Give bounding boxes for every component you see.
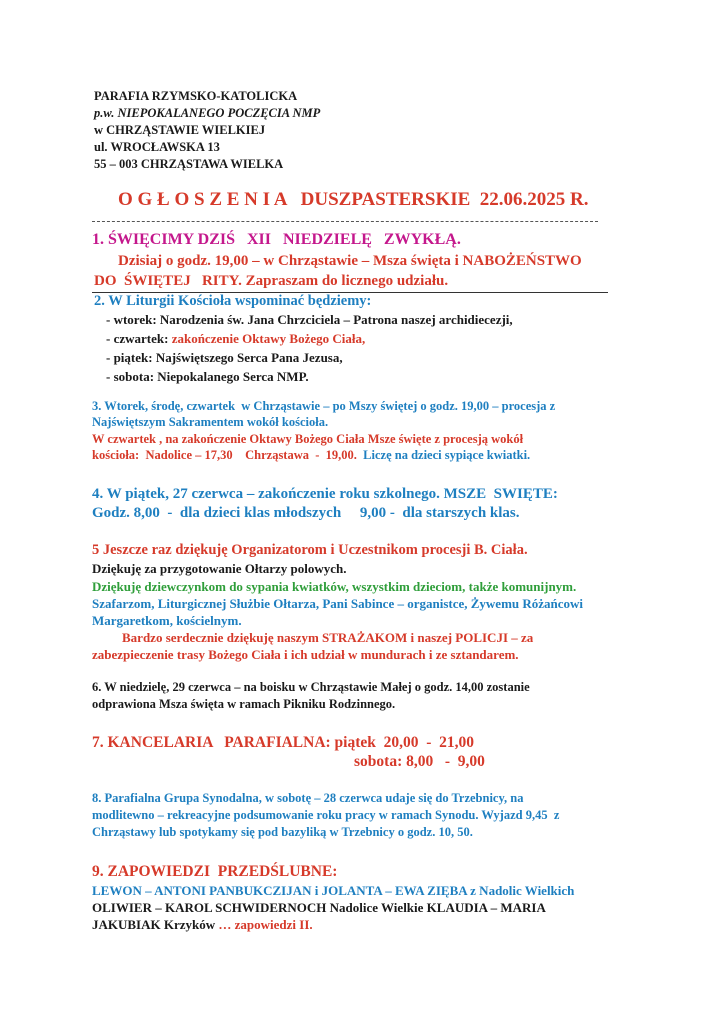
- section-4-line-2: Godz. 8,00 - dla dzieci klas młodszych 9,00 - dla starszych klas.: [92, 505, 520, 521]
- header-line-2: p.w. NIEPOKALANEGO POCZĘCIA NMP: [94, 106, 321, 120]
- section-9-line-3-note: … zapowiedzi II.: [218, 917, 313, 932]
- section-2-heading: 2. W Liturgii Kościoła wspominać będziemy:: [94, 293, 372, 309]
- section-5-line-5: Bardzo serdecznie dziękuję naszym STRAŻAKOM i naszej POLICJI – za: [122, 630, 534, 645]
- section-9-line-3-name: JAKUBIAK Krzyków: [92, 917, 219, 932]
- section-3-line-4: [92, 448, 530, 463]
- section-5-line-4: Margaretkom, kościelnym.: [92, 613, 242, 628]
- header-line-5: 55 – 003 CHRZĄSTAWA WIELKA: [94, 157, 284, 171]
- section-2-line-2: [106, 331, 365, 347]
- section-3-line-2: Najświętszym Sakramentem wokół kościoła.: [92, 415, 329, 429]
- section-6-line-1: 6. W niedzielę, 29 czerwca – na boisku w Chrząstawie Małej o godz. 14,00 zostanie: [92, 680, 530, 694]
- section-2-line-1: - wtorek: Narodzenia św. Jana Chrzciciela – Patrona naszej archidiecezji,: [106, 312, 513, 327]
- section-7-line-2: sobota: 8,00 - 9,00: [354, 753, 485, 770]
- section-5-line-6: zabezpieczenie trasy Bożego Ciała i ich udział w mundurach i ze sztandarem.: [92, 647, 519, 662]
- section-6-line-2: odprawiona Msza święta w ramach Pikniku Rodzinnego.: [92, 697, 396, 711]
- section-5-heading: 5 Jeszcze raz dziękuję Organizatorom i Uczestnikom procesji B. Ciała.: [92, 542, 528, 558]
- section-3-line-4-times: kościoła: Nadolice – 17,30 Chrząstawa - 19,00.: [92, 448, 364, 462]
- section-9-line-1: LEWON – ANTONI PANBUKCZIJAN i JOLANTA – EWA ZIĘBA z Nadolic Wielkich: [92, 883, 575, 898]
- section-2-line-2-highlight: zakończenie Oktawy Bożego Ciała,: [171, 331, 366, 346]
- header-line-4: ul. WROCŁAWSKA 13: [94, 140, 220, 154]
- section-8-line-3: Chrząstawy lub spotykamy się pod bazyliką w Trzebnicy o godz. 10, 50.: [92, 825, 473, 839]
- section-2-line-2-prefix: - czwartek:: [106, 331, 172, 346]
- section-9-heading: 9. ZAPOWIEDZI PRZEDŚLUBNE:: [92, 863, 338, 880]
- section-7-line-1: 7. KANCELARIA PARAFIALNA: piątek 20,00 - 21,00: [92, 734, 475, 751]
- title-divider: [92, 221, 598, 222]
- section-1-line-1: Dzisiaj o godz. 19,00 – w Chrząstawie – Msza święta i NABOŻEŃSTWO: [118, 253, 582, 269]
- section-5-line-2: Dziękuję dziewczynkom do sypania kwiatków, wszystkim dzieciom, także komunijnym.: [92, 579, 577, 594]
- section-8-line-2: modlitewno – rekreacyjne podsumowanie roku pracy w ramach Synodu. Wyjazd 9,45 z: [92, 808, 560, 822]
- header-line-3: w CHRZĄSTAWIE WIELKIEJ: [94, 123, 266, 137]
- section-2-line-4: - sobota: Niepokalanego Serca NMP.: [106, 369, 309, 384]
- page-title: O G Ł O S Z E N I A DUSZPASTERSKIE 22.06.2025 R.: [118, 189, 589, 210]
- header-line-1: PARAFIA RZYMSKO-KATOLICKA: [94, 89, 298, 103]
- section-4-line-1: 4. W piątek, 27 czerwca – zakończenie roku szkolnego. MSZE SWIĘTE:: [92, 486, 558, 502]
- section-2-line-3: - piątek: Najświętszego Serca Pana Jezusa,: [106, 350, 343, 365]
- section-9-line-2: OLIWIER – KAROL SCHWIDERNOCH Nadolice Wielkie KLAUDIA – MARIA: [92, 900, 546, 915]
- section-3-line-4-note: Liczę na dzieci sypiące kwiatki.: [363, 448, 531, 462]
- section-1-heading: 1. ŚWIĘCIMY DZIŚ XII NIEDZIELĘ ZWYKŁĄ.: [92, 231, 461, 248]
- section-9-line-3: [92, 917, 313, 933]
- section-1-line-2: DO ŚWIĘTEJ RITY. Zapraszam do licznego udziału.: [94, 273, 449, 289]
- section-8-line-1: 8. Parafialna Grupa Synodalna, w sobotę – 28 czerwca udaje się do Trzebnicy, na: [92, 791, 524, 805]
- section-3-line-1: 3. Wtorek, środę, czwartek w Chrząstawie – po Mszy świętej o godz. 19,00 – procesja z: [92, 399, 556, 413]
- section-5-line-1: Dziękuję za przygotowanie Ołtarzy polowych.: [92, 561, 347, 576]
- section-3-line-3: W czwartek , na zakończenie Oktawy Bożego Ciała Msze święte z procesją wokół: [92, 432, 524, 446]
- section-5-line-3: Szafarzom, Liturgicznej Służbie Ołtarza, Pani Sabince – organistce, Żywemu Różańcowi: [92, 596, 584, 611]
